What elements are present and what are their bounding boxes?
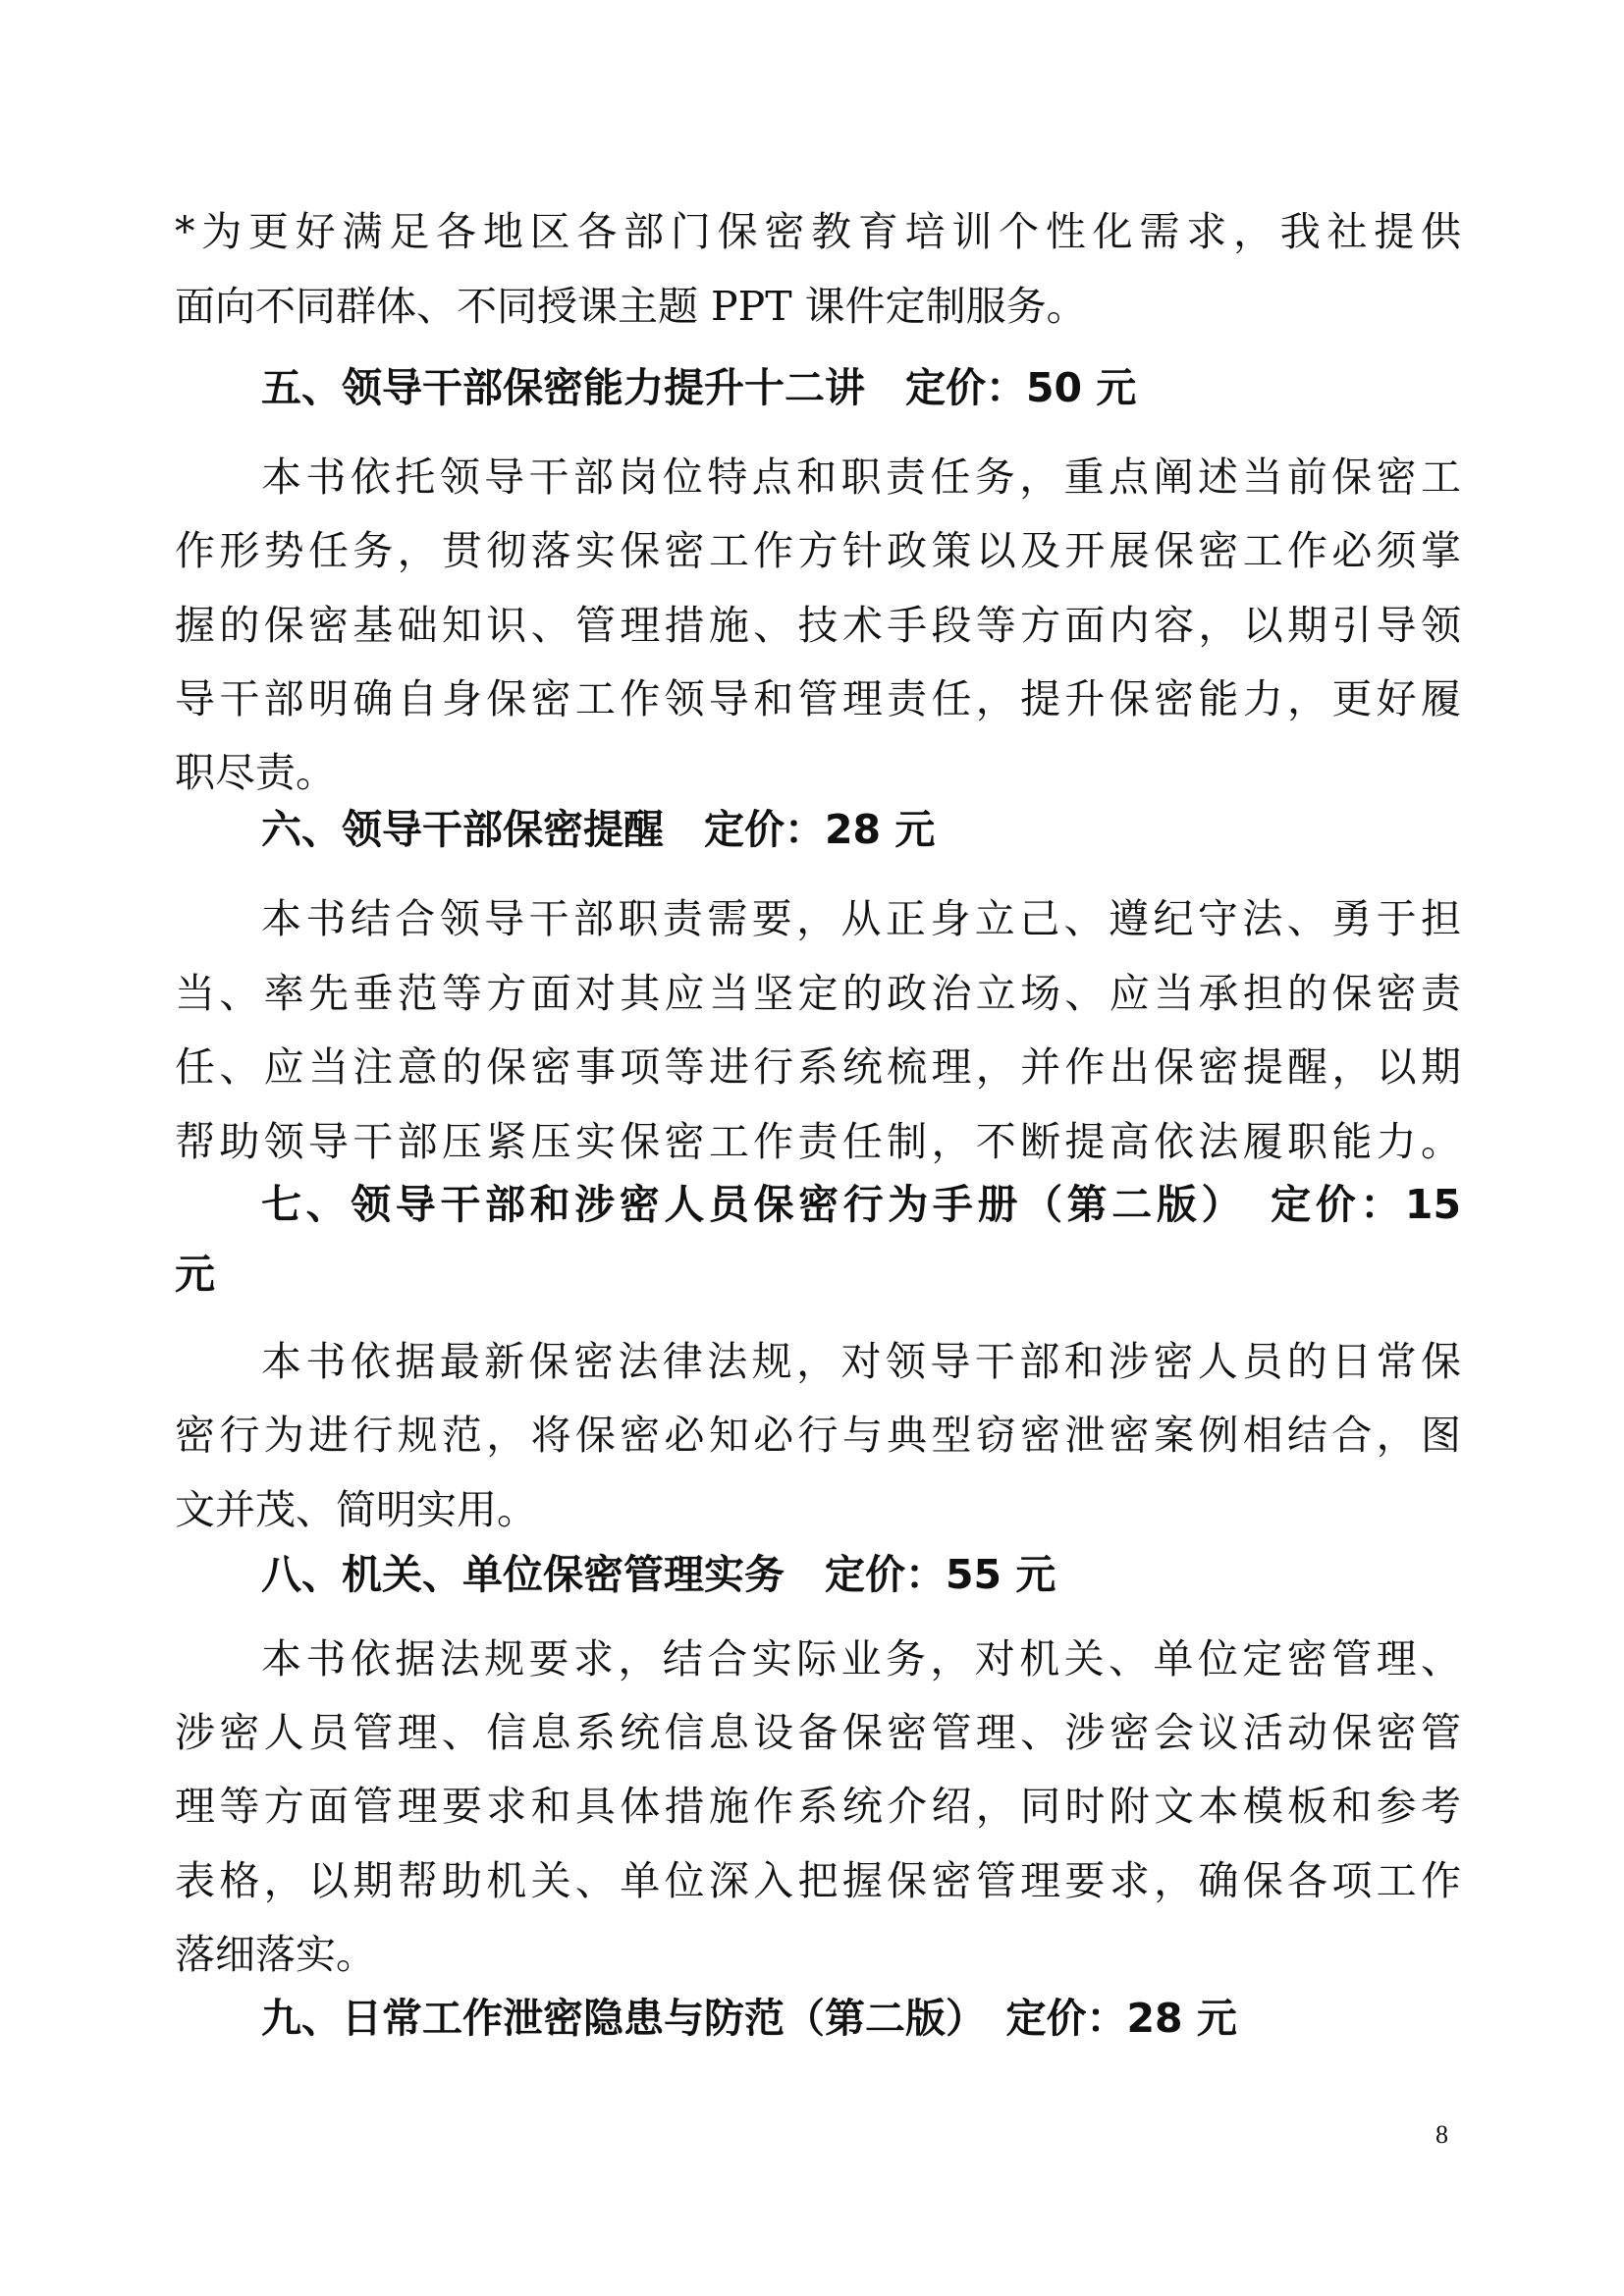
intro-line: 面向不同群体、不同授课主题 PPT 课件定制服务。 [175, 283, 1087, 330]
paragraph-line: 表格，以期帮助机关、单位深入把握保密管理要求，确保各项工作 [175, 1857, 1461, 1904]
section-heading: 八、机关、单位保密管理实务 定价：55 元 [261, 1551, 1056, 1598]
paragraph-line: 理等方面管理要求和具体措施作系统介绍，同时附文本模板和参考 [175, 1783, 1461, 1830]
paragraph-line: 帮助领导干部压紧压实保密工作责任制，不断提高依法履职能力。 [175, 1118, 1461, 1165]
paragraph-line: 当、率先垂范等方面对其应当坚定的政治立场、应当承担的保密责 [175, 970, 1461, 1017]
paragraph-line: 职尽责。 [175, 749, 336, 796]
section-heading: 九、日常工作泄密隐患与防范（第二版） 定价：28 元 [261, 1995, 1237, 2042]
paragraph-line: 导干部明确自身保密工作领导和管理责任，提升保密能力，更好履 [175, 675, 1461, 722]
paragraph-line: 本书结合领导干部职责需要，从正身立己、遵纪守法、勇于担 [261, 895, 1461, 942]
paragraph-line: 本书依据法规要求，结合实际业务，对机关、单位定密管理、 [261, 1635, 1461, 1682]
paragraph-line: 任、应当注意的保密事项等进行系统梳理，并作出保密提醒，以期 [175, 1043, 1461, 1091]
paragraph-line: 本书依托领导干部岗位特点和职责任务，重点阐述当前保密工 [261, 454, 1461, 501]
paragraph-line: 涉密人员管理、信息系统信息设备保密管理、涉密会议活动保密管 [175, 1709, 1461, 1756]
section-heading: 元 [175, 1251, 215, 1298]
intro-line: *为更好满足各地区各部门保密教育培训个性化需求，我社提供 [175, 208, 1461, 255]
page-number: 8 [1435, 2120, 1448, 2149]
section-heading: 七、领导干部和涉密人员保密行为手册（第二版） 定价：15 [261, 1181, 1461, 1228]
paragraph-line: 握的保密基础知识、管理措施、技术手段等方面内容，以期引导领 [175, 602, 1461, 649]
paragraph-line: 密行为进行规范，将保密必知必行与典型窃密泄密案例相结合，图 [175, 1412, 1461, 1459]
paragraph-line: 落细落实。 [175, 1931, 376, 1978]
paragraph-line: 文并茂、简明实用。 [175, 1486, 537, 1533]
paragraph-line: 本书依据最新保密法律法规，对领导干部和涉密人员的日常保 [261, 1338, 1461, 1385]
section-heading: 五、领导干部保密能力提升十二讲 定价：50 元 [261, 364, 1137, 411]
section-heading: 六、领导干部保密提醒 定价：28 元 [261, 806, 936, 853]
paragraph-line: 作形势任务，贯彻落实保密工作方针政策以及开展保密工作必须掌 [175, 527, 1461, 574]
